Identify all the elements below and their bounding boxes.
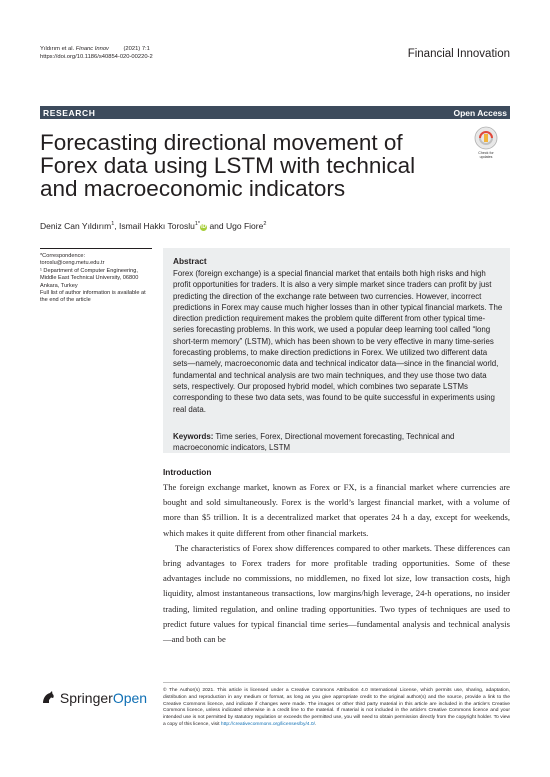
keywords-label: Keywords: [173,432,214,441]
introduction-heading: Introduction [163,467,212,477]
abstract-heading: Abstract [173,256,207,266]
author-2-affiliation: 1* [194,221,201,228]
citation [40,45,153,61]
author-3-affiliation: 2 [263,221,267,228]
keywords-list: Time series, Forex, Directional movement forecasting, Technical and macroeconomic indicators, LSTM [173,432,455,453]
sidebar-rule [40,248,152,249]
correspondence-sidebar [40,248,152,305]
citation-year: (2021) 7:1 [108,46,150,52]
springer-open-logo[interactable] [40,690,147,706]
citation-journal: Financ Innov [75,46,109,52]
author-list [40,221,266,231]
paragraph-1: The foreign exchange market, known as Forex or FX, is a financial market where currencies are bought and sold simultaneously. Forex is the world’s largest financial market, with a volume of more than $5 trillion. It is a decentralized market that operates 24 h a day, except for weekends, which makes it quite different from other financial markets. [163,482,510,538]
license-link[interactable]: http://creativecommons.org/licenses/by/4.0/ [220,721,315,727]
author-1[interactable]: Deniz Can Yıldırım [40,221,112,231]
orcid-icon[interactable]: iD [201,224,207,230]
springer-horse-icon [40,690,56,706]
paragraph-2: The characteristics of Forex show differences compared to other markets. These differences can bring advantages to Forex traders for more profitable trading opportunities. Some of these advantages include no commissions, no middlemen, no fixed lot size, low transaction costs, high liquidity, almost instantaneous transactions, low margins/high leverage, 24-h operations, no insider trading, limited regulation, and online trading opportunities. Two types of techniques are used to predict future values for typical financial time series—fundamental analysis and technical analysis—and both can be [163,542,510,645]
logo-open: Open [112,690,148,706]
license-text [163,688,510,729]
check-for-updates-icon[interactable] [472,126,500,160]
license-body: © The Author(s) 2021. This article is licensed under a Creative Commons Attribution 4.0 International License, which permits use, sharing, adaptation, distribution and reproduction in any medium or format, as long as you give appropriate credit to the original author(s) and the source, provide a link to the Creative Commons licence, and indicate if changes were made. The images or other third party material in this article are included in the article’s Creative Commons licence, unless indicated otherwise in a credit line to the material. If material is not included in the article’s Creative Commons licence and your intended use is not permitted by statutory regulation or exceeds the permitted use, you will need to obtain permission directly from the copyright holder. To view a copy of this licence, visit [163,688,510,727]
author-info-note: Full list of author information is available at the end of the article [40,290,146,304]
correspondence-label: *Correspondence: [40,253,86,259]
footer-rule [163,682,510,683]
article-title: Forecasting directional movement of Forex data using LSTM with technical and macroeconomic indicators [40,130,416,201]
open-access-label: Open Access [453,107,507,118]
author-3[interactable]: and Ugo Fiore [207,221,264,231]
badge-line2: updates [479,155,493,159]
author-1-affiliation: 1 [111,221,115,228]
journal-name: Financial Innovation [407,48,510,60]
doi-link[interactable]: https://doi.org/10.1186/s40854-020-00220-2 [40,54,153,60]
citation-authors: Yıldırım et al. [40,46,76,52]
article-type: RESEARCH [43,107,96,118]
abstract-text: Forex (foreign exchange) is a special financial market that entails both high risks and high profit opportunities for traders. It is also a very simple market since traders can profit by just predicting the direction of the exchange rate between two currencies. However, incorrect predictions in Forex may cause much higher losses than in other typical financial markets. The direction prediction requirement makes the problem quite different from other typical time-series forecasting problems. In this work, we used a popular deep learning tool called “long short-term memory” (LSTM), which has been shown to be very effective in many time-series forecasting problems, to make direction predictions in Forex. We utilized two different data sets—namely, macroeconomic data and technical indicator data—since in the financial world, fundamental and technical analysis are two main techniques, and they use those two data sets, respectively. Our proposed hybrid model, which combines two separate LSTMs corresponding to these two data sets, was found to be quite successful in experiments using real data. [173,269,503,414]
badge-line1: Check for [478,151,494,155]
keywords [173,431,503,454]
correspondence-email[interactable]: toroslu@ceng.metu.edu.tr [40,260,105,267]
introduction-body [163,480,510,647]
logo-springer: Springer [59,690,113,706]
affiliation: ¹ Department of Computer Engineering, Middle East Technical University, 06800 Ankara, Turkey [40,267,139,289]
article-type-banner [40,106,510,119]
author-2[interactable]: , Ismail Hakkı Toroslu [114,221,195,231]
license-end: . [314,721,317,727]
